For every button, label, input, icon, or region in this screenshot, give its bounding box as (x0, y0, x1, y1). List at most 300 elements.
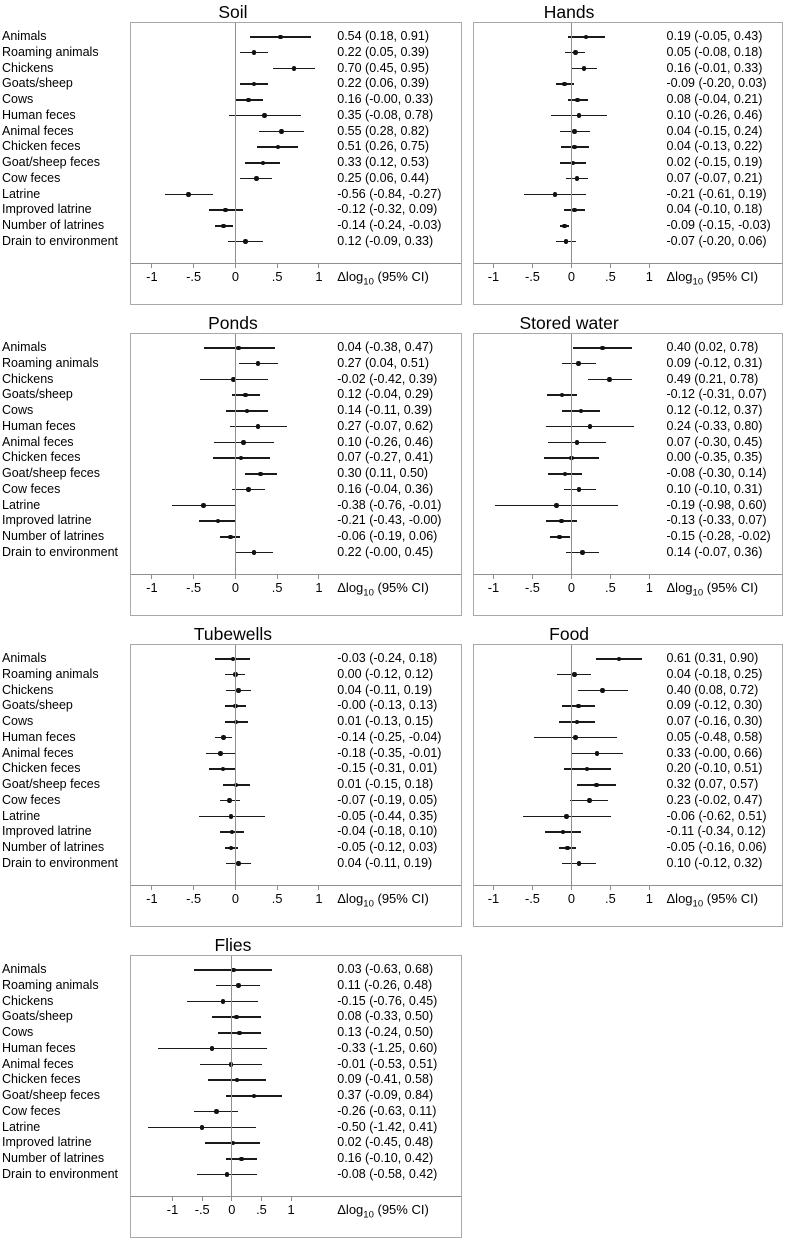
row-label: Latrine (2, 497, 41, 512)
plot-strip (474, 76, 665, 92)
estimate-label: 0.54 (0.18, 0.91) (337, 29, 429, 43)
x-axis-tick-label: 0 (231, 580, 239, 595)
x-axis-title-subscript: 10 (363, 1209, 374, 1221)
estimate-label: -0.19 (-0.98, 0.60) (666, 497, 767, 512)
row-label: Drain to environment (2, 1166, 119, 1181)
forest-rows (474, 340, 782, 561)
point-estimate-marker (575, 440, 580, 445)
estimate-label: 0.22 (0.06, 0.39) (337, 76, 429, 91)
row-label: Chickens (2, 682, 54, 697)
x-axis-tick (235, 886, 236, 890)
estimate-label: 0.07 (-0.07, 0.21) (666, 170, 763, 185)
point-estimate-marker (575, 98, 580, 103)
row-label: Animals (2, 651, 47, 665)
forest-row (131, 387, 461, 403)
forest-rows (131, 962, 461, 1183)
plot-strip (474, 856, 665, 872)
x-axis-tick-label: -.5 (186, 580, 202, 595)
x-axis-tick-label: -.5 (186, 269, 202, 284)
estimate-label: 0.40 (0.02, 0.78) (666, 340, 759, 354)
plot-strip (131, 108, 336, 124)
row-label: Chicken feces (2, 139, 81, 154)
plot-strip (474, 435, 665, 451)
plot-strip (131, 651, 336, 667)
row-label: Improved latrine (2, 202, 92, 217)
forest-row (474, 124, 782, 140)
forest-row (131, 1025, 461, 1041)
plot-strip (474, 419, 665, 435)
forest-row (131, 683, 461, 699)
x-axis-tick (202, 1197, 203, 1201)
x-axis-title-subscript: 10 (692, 587, 704, 599)
estimate-label: -0.05 (-0.12, 0.03) (337, 840, 438, 854)
estimate-label: 0.07 (-0.27, 0.41) (337, 450, 434, 465)
forest-row (131, 513, 461, 529)
plot-box (130, 333, 462, 616)
row-label: Goats/sheep (2, 1009, 73, 1024)
row-label: Improved latrine (2, 513, 92, 528)
forest-row (131, 1167, 461, 1183)
forest-row (474, 698, 782, 714)
estimate-label: 0.08 (-0.33, 0.50) (337, 1009, 434, 1024)
plot-strip (474, 651, 665, 667)
x-axis-tick-label: 1 (287, 1202, 295, 1217)
row-label: Animal feces (2, 434, 74, 449)
plot-strip (474, 777, 665, 793)
plot-strip (474, 545, 665, 561)
x-axis-tick-label: -.5 (524, 580, 540, 595)
point-estimate-marker (223, 208, 228, 213)
row-label: Chickens (2, 371, 54, 386)
point-estimate-marker (276, 145, 281, 150)
x-axis-tick-label: 1 (315, 269, 323, 284)
forest-row (131, 962, 461, 978)
row-label: Latrine (2, 1119, 41, 1134)
plot-strip (131, 171, 336, 187)
forest-row (131, 1135, 461, 1151)
forest-row (131, 482, 461, 498)
x-axis-title: Δlog$_{10}$ (95% CI) (337, 269, 429, 288)
x-axis-title-subscript: 10 (363, 587, 374, 599)
forest-row (474, 435, 782, 451)
x-axis-tick (235, 575, 236, 579)
point-estimate-marker (553, 192, 558, 197)
estimate-label: 0.16 (-0.04, 0.36) (337, 481, 434, 496)
estimate-label: 0.01 (-0.15, 0.18) (337, 777, 434, 791)
x-axis-tick-label: -1 (487, 269, 500, 284)
estimate-label: 0.10 (-0.26, 0.46) (337, 434, 434, 449)
estimate-label: -0.08 (-0.58, 0.42) (337, 1166, 438, 1181)
point-estimate-marker (573, 50, 578, 55)
forest-row (474, 824, 782, 840)
x-axis-tick-label: 0 (567, 580, 575, 595)
estimate-label: 0.25 (0.06, 0.44) (337, 170, 429, 185)
row-label: Chickens (2, 60, 54, 75)
x-axis-title-subscript: 10 (363, 276, 374, 288)
point-estimate-marker (588, 424, 593, 429)
forest-rows (131, 29, 461, 250)
point-estimate-marker (252, 50, 257, 55)
forest-row (131, 730, 461, 746)
plot-strip (131, 730, 336, 746)
estimate-label: 0.33 (-0.00, 0.66) (666, 745, 763, 760)
point-estimate-marker (221, 999, 226, 1004)
x-axis-tick (231, 1197, 232, 1201)
forest-row (474, 545, 782, 561)
plot-strip (474, 155, 665, 171)
point-estimate-marker (186, 192, 191, 197)
plot-strip (474, 809, 665, 825)
point-estimate-marker (573, 735, 578, 740)
forest-row (131, 994, 461, 1010)
forest-row (131, 746, 461, 762)
point-estimate-marker (576, 361, 581, 366)
row-label: Improved latrine (2, 1135, 92, 1150)
forest-row (474, 387, 782, 403)
point-estimate-marker (252, 550, 257, 555)
forest-row (474, 482, 782, 498)
point-estimate-marker (227, 798, 232, 803)
panel-title: Tubewells (193, 624, 272, 644)
plot-strip (131, 76, 336, 92)
plot-strip (131, 962, 336, 978)
x-axis-title: Δlog$_{10}$ (95% CI) (337, 891, 429, 910)
point-estimate-marker (245, 409, 250, 414)
x-axis-tick (261, 1197, 262, 1201)
estimate-label: -0.56 (-0.84, -0.27) (337, 186, 442, 201)
plot-strip (131, 840, 336, 856)
plot-strip (474, 139, 665, 155)
plot-strip (474, 793, 665, 809)
row-label: Goat/sheep feces (2, 155, 100, 169)
forest-row (131, 824, 461, 840)
estimate-label: -0.38 (-0.76, -0.01) (337, 497, 442, 512)
plot-strip (131, 372, 336, 388)
row-label: Cows (2, 403, 34, 417)
plot-strip (474, 730, 665, 746)
plot-strip (131, 1104, 336, 1120)
panel-title: Flies (214, 935, 252, 955)
plot-box (473, 22, 783, 305)
x-axis-tick-label: -1 (146, 269, 158, 284)
forest-row (131, 498, 461, 514)
x-axis-title: Δlog$_{10}$ (95% CI) (666, 269, 759, 288)
row-label: Roaming animals (2, 44, 99, 59)
panel-title: Stored water (519, 313, 619, 333)
row-label: Cow feces (2, 481, 61, 496)
point-estimate-marker (600, 688, 605, 693)
estimate-label: -0.12 (-0.31, 0.07) (666, 387, 767, 402)
plot-strip (131, 714, 336, 730)
row-label: Roaming animals (2, 666, 99, 681)
forest-row (474, 513, 782, 529)
plot-strip (131, 187, 336, 203)
x-axis-tick (318, 264, 319, 268)
estimate-label: -0.33 (-1.25, 0.60) (337, 1040, 438, 1055)
plot-strip (131, 92, 336, 108)
estimate-label: 0.32 (0.07, 0.57) (666, 777, 759, 791)
point-estimate-marker (617, 657, 622, 662)
plot-strip (131, 435, 336, 451)
point-estimate-marker (585, 767, 590, 772)
estimate-label: -0.21 (-0.43, -0.00) (337, 513, 442, 528)
x-axis-tick (318, 886, 319, 890)
forest-row (474, 202, 782, 218)
panel-flies (130, 934, 462, 1238)
estimate-label: -0.01 (-0.53, 0.51) (337, 1056, 438, 1071)
estimate-label: 0.14 (-0.11, 0.39) (337, 403, 433, 417)
point-estimate-marker (236, 688, 241, 693)
forest-row (131, 124, 461, 140)
forest-row (131, 92, 461, 108)
point-estimate-marker (557, 535, 562, 540)
forest-row (131, 419, 461, 435)
forest-row (131, 187, 461, 203)
plot-strip (474, 840, 665, 856)
zero-reference-line (235, 334, 236, 574)
row-label: Goat/sheep feces (2, 777, 100, 791)
point-estimate-marker (236, 983, 241, 988)
plot-strip (474, 61, 665, 77)
estimate-label: 0.14 (-0.07, 0.36) (666, 544, 763, 559)
plot-strip (131, 340, 336, 356)
panel-stored-water (473, 312, 783, 616)
row-label: Cows (2, 92, 34, 106)
point-estimate-marker (292, 66, 297, 71)
plot-strip (131, 1025, 336, 1041)
point-estimate-marker (246, 98, 251, 103)
plot-strip (474, 202, 665, 218)
forest-row (131, 340, 461, 356)
zero-reference-line (571, 334, 572, 574)
point-estimate-marker (221, 224, 226, 229)
plot-strip (131, 218, 336, 234)
estimate-label: 0.09 (-0.12, 0.30) (666, 698, 763, 713)
forest-row (474, 218, 782, 234)
plot-strip (131, 61, 336, 77)
plot-strip (474, 466, 665, 482)
estimate-label: -0.15 (-0.76, 0.45) (337, 993, 438, 1008)
estimate-label: -0.05 (-0.44, 0.35) (337, 808, 438, 823)
panel-row-1 (2, 1, 786, 305)
estimate-label: -0.07 (-0.19, 0.05) (337, 792, 438, 807)
x-axis-tick-label: -.5 (524, 269, 540, 284)
x-axis-tick (277, 264, 278, 268)
forest-row (474, 234, 782, 250)
point-estimate-marker (576, 704, 581, 709)
plot-strip (131, 777, 336, 793)
point-estimate-marker (587, 798, 592, 803)
point-estimate-marker (572, 208, 577, 213)
row-label: Number of latrines (2, 218, 105, 232)
point-estimate-marker (225, 1172, 230, 1177)
point-estimate-marker (594, 783, 599, 788)
point-estimate-marker (246, 487, 251, 492)
plot-strip (131, 419, 336, 435)
point-estimate-marker (228, 535, 233, 540)
forest-row (131, 108, 461, 124)
plot-box (130, 644, 462, 927)
forest-row (131, 529, 461, 545)
point-estimate-marker (201, 503, 206, 508)
forest-row (474, 746, 782, 762)
x-axis-tick-label: .5 (256, 1202, 267, 1217)
plot-strip (131, 202, 336, 218)
point-estimate-marker (564, 239, 569, 244)
estimate-label: 0.16 (-0.01, 0.33) (666, 60, 763, 75)
plot-strip (131, 746, 336, 762)
forest-row (474, 108, 782, 124)
estimate-label: -0.14 (-0.25, -0.04) (337, 729, 442, 744)
x-axis-tick (493, 264, 494, 268)
point-estimate-marker (579, 409, 584, 414)
estimate-label: -0.14 (-0.24, -0.03) (337, 218, 442, 232)
plot-strip (131, 403, 336, 419)
forest-row (131, 435, 461, 451)
x-axis-line (131, 1196, 461, 1197)
forest-row (131, 372, 461, 388)
plot-strip (131, 698, 336, 714)
row-label: Human feces (2, 418, 76, 433)
point-estimate-marker (243, 239, 248, 244)
plot-box (473, 333, 783, 616)
estimate-label: 0.27 (0.04, 0.51) (337, 355, 429, 370)
estimate-label: 0.40 (0.08, 0.72) (666, 682, 759, 697)
plot-strip (474, 683, 665, 699)
plot-strip (474, 667, 665, 683)
point-estimate-marker (252, 1094, 257, 1099)
estimate-label: 0.04 (-0.15, 0.24) (666, 123, 763, 138)
point-estimate-marker (582, 66, 587, 71)
x-axis-tick-label: 0 (231, 269, 239, 284)
estimate-label: 0.19 (-0.05, 0.43) (666, 29, 763, 43)
row-label: Cow feces (2, 792, 61, 807)
x-axis-tick-label: .5 (605, 580, 616, 595)
plot-strip (474, 340, 665, 356)
estimate-label: 0.01 (-0.13, 0.15) (337, 714, 434, 728)
x-axis-tick-label: -1 (487, 580, 500, 595)
plot-strip (131, 761, 336, 777)
forest-row (131, 1072, 461, 1088)
plot-strip (474, 513, 665, 529)
point-estimate-marker (218, 751, 223, 756)
estimate-label: 0.27 (-0.07, 0.62) (337, 418, 434, 433)
forest-row (131, 545, 461, 561)
x-axis-tick (649, 264, 650, 268)
forest-row (474, 171, 782, 187)
estimate-label: 0.33 (0.12, 0.53) (337, 155, 429, 169)
row-label: Roaming animals (2, 355, 99, 370)
estimate-label: -0.02 (-0.42, 0.39) (337, 371, 438, 386)
forest-rows (474, 29, 782, 250)
row-label: Animals (2, 29, 47, 43)
plot-strip (131, 1072, 336, 1088)
estimate-label: -0.06 (-0.62, 0.51) (666, 808, 767, 823)
panel-soil (130, 1, 462, 305)
point-estimate-marker (258, 472, 263, 477)
plot-strip (131, 1009, 336, 1025)
row-label: Number of latrines (2, 840, 105, 854)
row-label: Roaming animals (2, 977, 99, 992)
row-label: Cow feces (2, 1103, 61, 1118)
estimate-label: -0.04 (-0.18, 0.10) (337, 824, 438, 839)
estimate-label: 0.37 (-0.09, 0.84) (337, 1088, 434, 1102)
plot-strip (474, 124, 665, 140)
row-label: Improved latrine (2, 824, 92, 839)
row-label: Number of latrines (2, 529, 105, 543)
estimate-label: -0.18 (-0.35, -0.01) (337, 745, 442, 760)
forest-row (131, 777, 461, 793)
point-estimate-marker (252, 82, 257, 87)
zero-reference-line (231, 956, 232, 1196)
row-label: Animal feces (2, 745, 74, 760)
point-estimate-marker (561, 830, 566, 835)
row-label: Latrine (2, 186, 41, 201)
plot-strip (131, 683, 336, 699)
estimate-label: -0.15 (-0.28, -0.02) (666, 529, 771, 543)
point-estimate-marker (229, 846, 234, 851)
estimate-label: 0.04 (-0.38, 0.47) (337, 340, 434, 354)
x-axis-line (474, 885, 782, 886)
panel-title: Food (549, 624, 590, 644)
row-label: Cows (2, 1025, 34, 1039)
estimate-label: 0.03 (-0.63, 0.68) (337, 962, 434, 976)
point-estimate-marker (595, 751, 600, 756)
estimate-label: 0.04 (-0.10, 0.18) (666, 202, 763, 217)
plot-strip (131, 994, 336, 1010)
x-axis-tick-label: 1 (645, 269, 653, 284)
x-axis-tick (532, 886, 533, 890)
forest-row (131, 218, 461, 234)
estimate-label: 0.04 (-0.13, 0.22) (666, 139, 763, 154)
forest-row (474, 714, 782, 730)
point-estimate-marker (239, 456, 244, 461)
plot-strip (474, 482, 665, 498)
plot-strip (131, 513, 336, 529)
x-axis-tick-label: 0 (567, 891, 575, 906)
point-estimate-marker (236, 861, 241, 866)
plot-strip (131, 482, 336, 498)
plot-strip (131, 234, 336, 250)
estimate-label: 0.09 (-0.12, 0.31) (666, 355, 763, 370)
x-axis-tick-label: -1 (166, 1202, 179, 1217)
panel-tubewells (130, 623, 462, 927)
point-estimate-marker (572, 145, 577, 150)
forest-row (131, 1041, 461, 1057)
plot-box (130, 22, 462, 305)
row-label: Goat/sheep feces (2, 466, 100, 480)
row-label: Chicken feces (2, 1072, 81, 1087)
plot-strip (131, 667, 336, 683)
estimate-label: 0.07 (-0.16, 0.30) (666, 714, 763, 728)
forest-row (131, 403, 461, 419)
x-axis-tick (493, 886, 494, 890)
forest-row (131, 1057, 461, 1073)
row-label: Human feces (2, 729, 76, 744)
point-estimate-marker (563, 472, 568, 477)
row-label: Human feces (2, 1040, 76, 1055)
point-estimate-marker (607, 377, 612, 382)
estimate-label: 0.49 (0.21, 0.78) (666, 371, 759, 386)
estimate-label: 0.23 (-0.02, 0.47) (666, 792, 763, 807)
point-estimate-marker (262, 113, 267, 118)
estimate-label: 0.07 (-0.30, 0.45) (666, 434, 763, 449)
plot-strip (474, 403, 665, 419)
panel-row-4 (2, 934, 786, 1238)
row-label: Chicken feces (2, 450, 81, 465)
forest-row (474, 683, 782, 699)
plot-strip (131, 1041, 336, 1057)
